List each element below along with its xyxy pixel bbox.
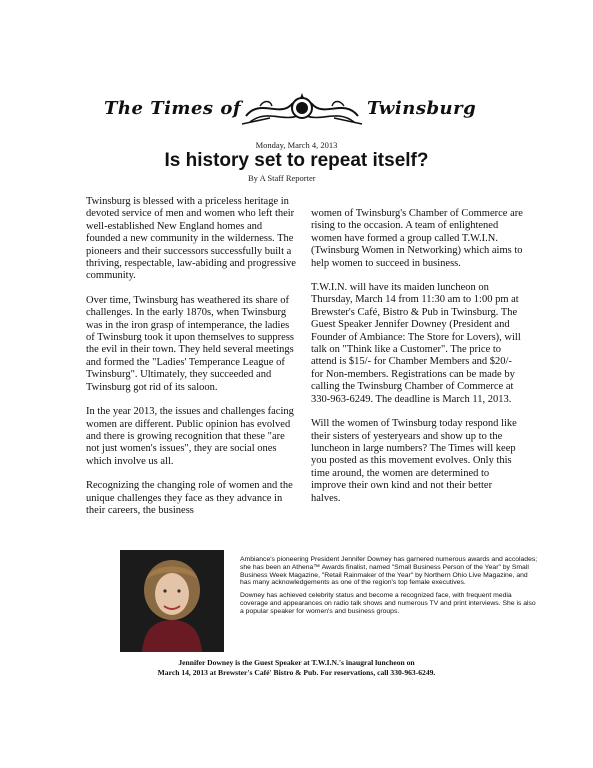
caption-paragraph: Downey has achieved celebrity status and become a recognized face, with frequent media coverage and appearances on radio talk shows and numerous TV and print interviews. She is also a popular speaker for women's and business groups. — [240, 592, 536, 615]
paragraph: In the year 2013, the issues and challenges facing women are different. Public opinion has evolved and there is growing recognition that these "are not just women's issues", they are social ones which involve us all. — [86, 406, 294, 467]
masthead — [0, 88, 593, 138]
ornate-crest-icon — [240, 88, 364, 130]
masthead-title-right: Twinsburg — [367, 98, 477, 119]
paragraph: Will the women of Twinsburg today respond like their sisters of yesteryears and show up to the luncheon in large numbers? The Times will keep you posted as this movement evolves. Only this time around, the women are determined to improve their own kind and not their better halves. — [311, 418, 517, 504]
caption-paragraph: Ambiance's pioneering President Jennifer Downey has garnered numerous awards and accolades; she has been an Athena™ Awards finalist, named "Small Business Person of the Year" by Small Business Week Magazine, "Retail Rainmaker of the Year" by Northern Ohio Live Magazine, and has many acknowledgements as one of the region's top female executives. — [240, 556, 538, 587]
paragraph: Recognizing the changing role of women and the unique challenges they face as they advance in their careers, the business — [86, 480, 293, 516]
footer-line: March 14, 2013 at Brewster's Café' Bistro & Pub. For reservations, call 330-963-6249. — [157, 668, 436, 677]
headline: Is history set to repeat itself? — [164, 150, 429, 171]
dateline: Monday, March 4, 2013 — [255, 140, 338, 150]
paragraph: Over time, Twinsburg has weathered its share of challenges. In the early 1870s, when Twinsburg was in the iron grasp of intemperance, the ladies of Twinsburg took it upon themselves to suppress the evil in their town. They held several meetings and formed the "Ladies' Temperance League of Twinsburg". Ultimately, they succeeded and Twinsburg got rid of its saloon. — [86, 294, 294, 393]
speaker-photo — [120, 550, 224, 652]
article-column-right — [311, 208, 523, 517]
footer-line: Jennifer Downey is the Guest Speaker at T.W.I.N.'s inaugral luncheon on — [178, 658, 415, 667]
paragraph: women of Twinsburg's Chamber of Commerce are rising to the occasion. A team of enlightened women have formed a group called T.W.I.N. (Twinsburg Women in Networking) which aims to help women to succeed in business. — [311, 208, 523, 269]
paragraph: T.W.I.N. will have its maiden luncheon on Thursday, March 14 from 11:30 am to 1:00 pm at Brewster's Café, Bistro & Pub in Twinsburg. The Guest Speaker Jennifer Downey (President and Founder of Ambiance: The Store for Lovers), will talk on "Think like a Customer". The price to attend is $15/- for Chamber Members and $20/- for Non-members. Registrations can be made by calling the Twinsburg Chamber of Commerce at 330-963-6249. The deadline is March 11, 2013. — [311, 282, 521, 405]
article-column-left — [86, 196, 296, 529]
masthead-title-left: The Times of — [104, 98, 242, 119]
photo-caption — [240, 556, 540, 621]
paragraph: Twinsburg is blessed with a priceless heritage in devoted service of men and women who left their well-established New England homes and founded a new community in the wilderness. The pioneers and their successors successfully built a thriving, respectable, law-abiding and progressive community. — [86, 196, 296, 282]
portrait-image — [120, 550, 224, 652]
footer-notice — [0, 658, 593, 678]
byline: By A Staff Reporter — [248, 173, 316, 183]
